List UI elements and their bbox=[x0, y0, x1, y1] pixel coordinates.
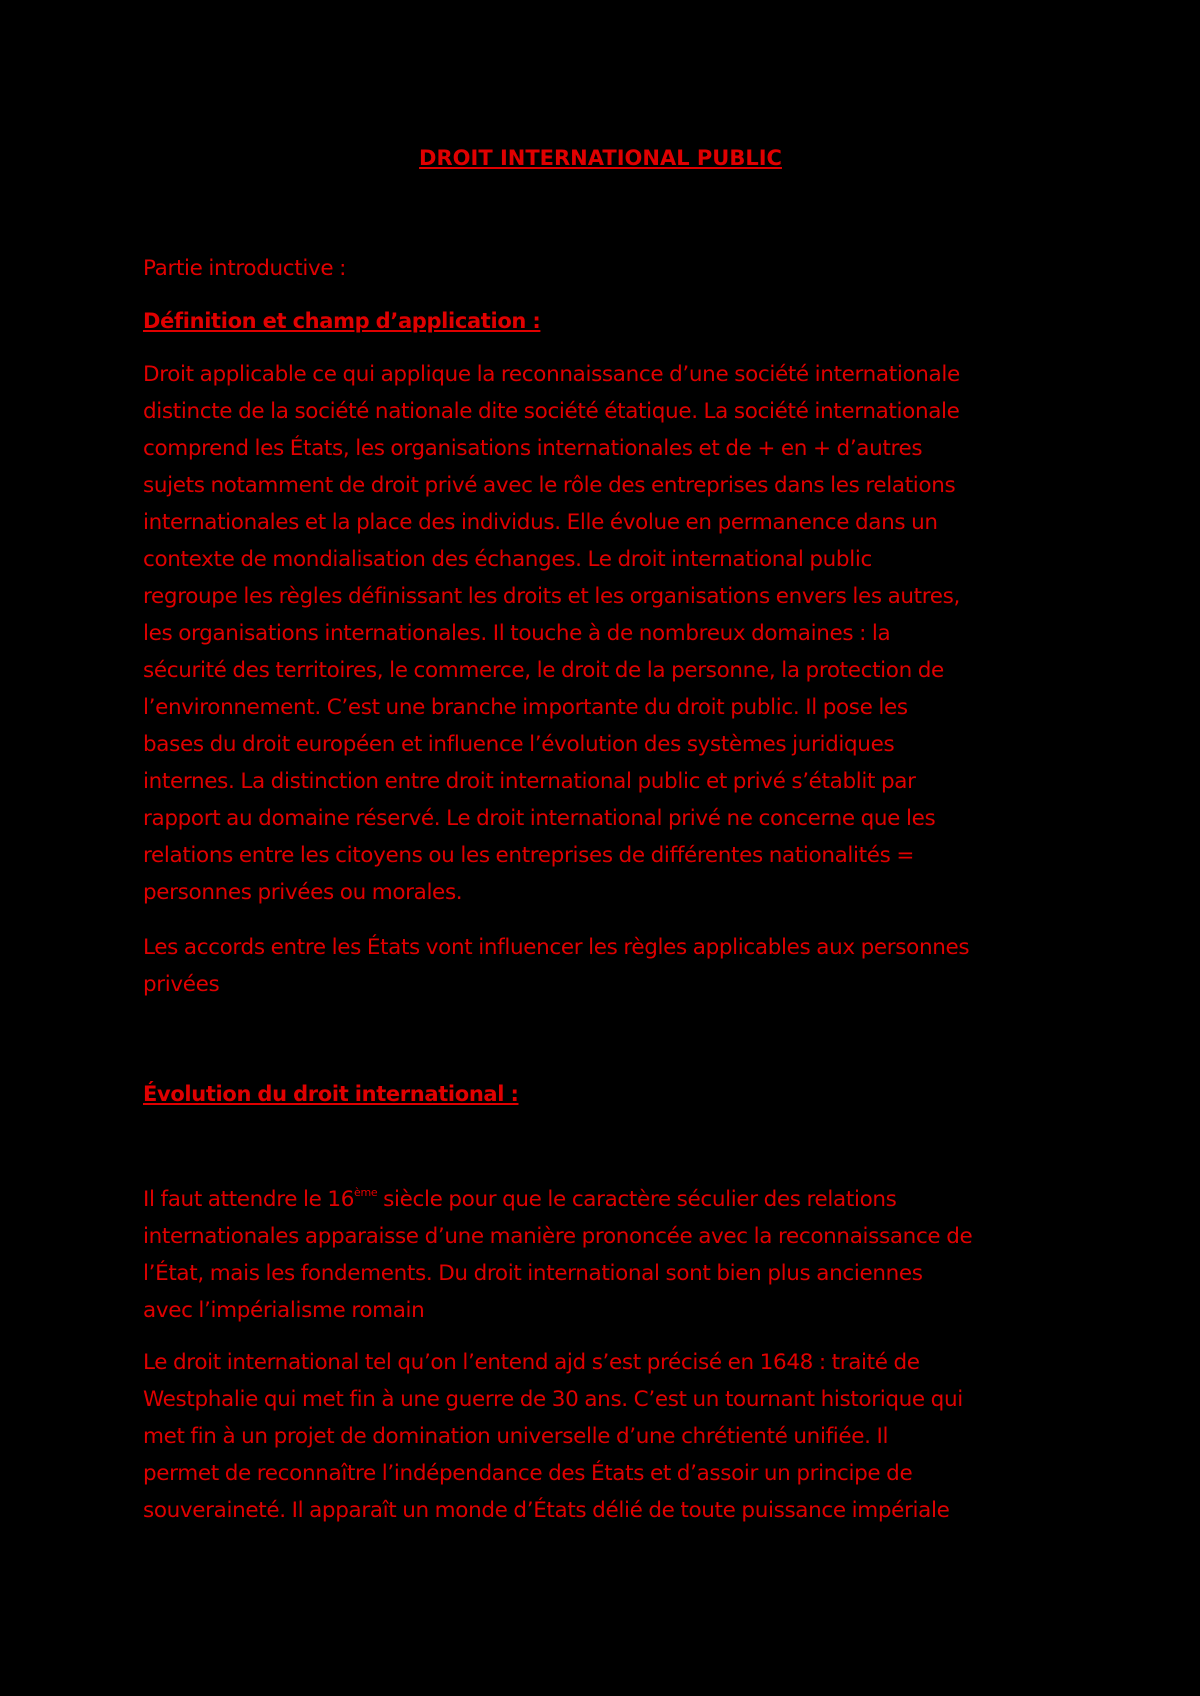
line-text: siècle pour que le caractère séculier des relations bbox=[377, 1187, 897, 1212]
paragraph-line: privées bbox=[143, 972, 220, 997]
paragraph-line: sujets notamment de droit privé avec le rôle des entreprises dans les relations bbox=[143, 473, 956, 498]
paragraph-line: Les accords entre les États vont influencer les règles applicables aux personnes bbox=[143, 935, 970, 960]
paragraph-line: Le droit international tel qu’on l’entend ajd s’est précisé en 1648 : traité de bbox=[143, 1350, 920, 1375]
paragraph-line: rapport au domaine réservé. Le droit international privé ne concerne que les bbox=[143, 806, 936, 831]
paragraph-line: bases du droit européen et influence l’évolution des systèmes juridiques bbox=[143, 732, 895, 757]
intro-label: Partie introductive : bbox=[143, 256, 347, 281]
paragraph-line: distincte de la société nationale dite société étatique. La société internationale bbox=[143, 399, 960, 424]
section-heading-text: Évolution du droit international : bbox=[143, 1082, 519, 1106]
paragraph-evolution bbox=[143, 1181, 1058, 1329]
paragraph-line: internationales apparaisse d’une manière prononcée avec la reconnaissance de bbox=[143, 1224, 973, 1249]
section-heading-text: Définition et champ d’application : bbox=[143, 309, 541, 333]
paragraph-line: internes. La distinction entre droit international public et privé s’établit par bbox=[143, 769, 916, 794]
paragraph-line: internationales et la place des individus. Elle évolue en permanence dans un bbox=[143, 510, 938, 535]
superscript: ème bbox=[354, 1185, 378, 1199]
paragraph-line: met fin à un projet de domination universelle d’une chrétienté unifiée. Il bbox=[143, 1424, 889, 1449]
paragraph-line: l’environnement. C’est une branche importante du droit public. Il pose les bbox=[143, 695, 908, 720]
paragraph-line: relations entre les citoyens ou les entreprises de différentes nationalités = bbox=[143, 843, 915, 868]
section-heading-evolution bbox=[143, 1076, 1058, 1113]
paragraph-line: comprend les États, les organisations internationales et de + en + d’autres bbox=[143, 436, 923, 461]
paragraph-line: regroupe les règles définissant les droits et les organisations envers les autres, bbox=[143, 584, 960, 609]
section-heading-definition bbox=[143, 303, 1058, 340]
paragraph-line: avec l’impérialisme romain bbox=[143, 1298, 425, 1323]
paragraph-line: l’État, mais les fondements. Du droit international sont bien plus anciennes bbox=[143, 1261, 923, 1286]
paragraph-line: contexte de mondialisation des échanges. Le droit international public bbox=[143, 547, 872, 572]
paragraph-westphalie bbox=[143, 1344, 1058, 1529]
paragraph-line: souveraineté. Il apparaît un monde d’États délié de toute puissance impériale bbox=[143, 1498, 950, 1523]
paragraph-line: Droit applicable ce qui applique la reconnaissance d’une société internationale bbox=[143, 362, 960, 387]
paragraph-definition bbox=[143, 356, 1058, 911]
paragraph-line bbox=[143, 1181, 1058, 1218]
paragraph-accords bbox=[143, 929, 1058, 1003]
line-text: Il faut attendre le 16 bbox=[143, 1187, 355, 1212]
paragraph-line: permet de reconnaître l’indépendance des États et d’assoir un principe de bbox=[143, 1461, 913, 1486]
paragraph-line: personnes privées ou morales. bbox=[143, 880, 463, 905]
paragraph-line: les organisations internationales. Il touche à de nombreux domaines : la bbox=[143, 621, 891, 646]
paragraph-line: Westphalie qui met fin à une guerre de 30 ans. C’est un tournant historique qui bbox=[143, 1387, 963, 1412]
paragraph-line: sécurité des territoires, le commerce, le droit de la personne, la protection de bbox=[143, 658, 944, 683]
document-title: DROIT INTERNATIONAL PUBLIC bbox=[419, 146, 782, 170]
